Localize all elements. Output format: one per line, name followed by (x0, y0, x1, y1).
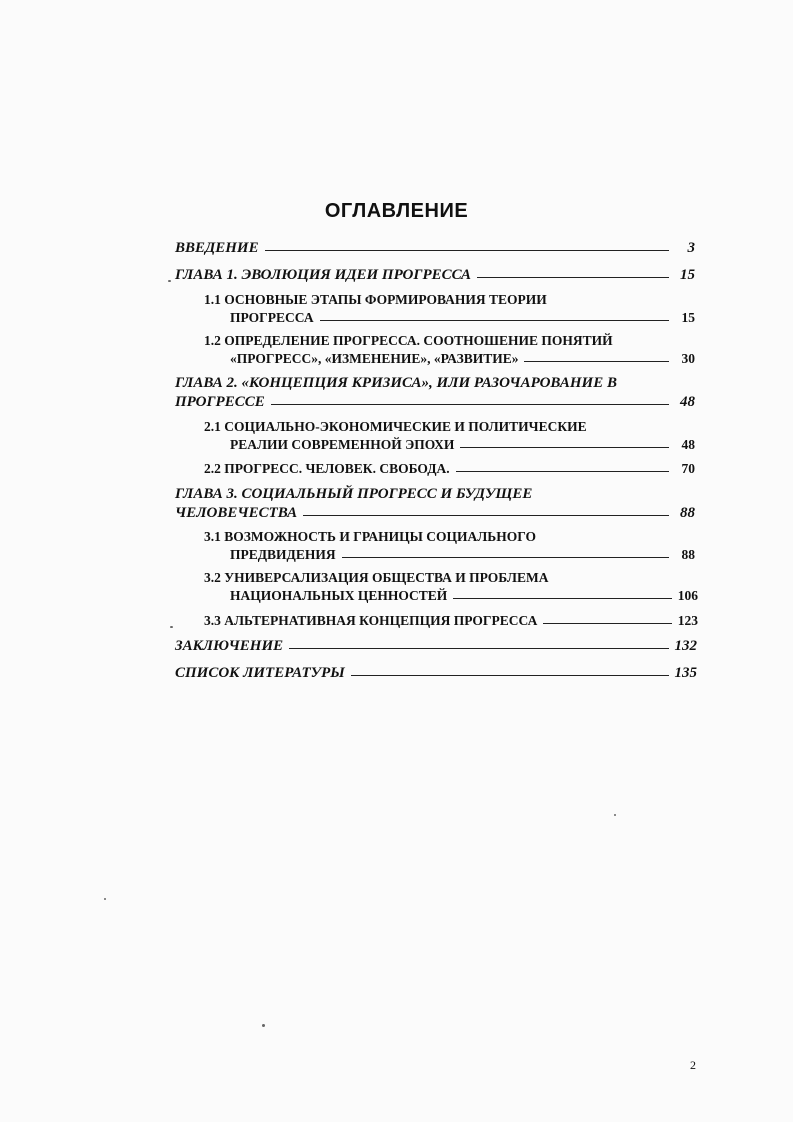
toc-entry-label: 1.2 ОПРЕДЕЛЕНИЕ ПРОГРЕССА. СООТНОШЕНИЕ ПОНЯТИЙ (204, 333, 613, 348)
page-title: ОГЛАВЛЕНИЕ (324, 200, 469, 222)
page-number: 2 (690, 1058, 696, 1072)
dot-leader (351, 675, 669, 676)
toc-entry-bibliography[interactable] (175, 665, 697, 682)
toc-entry-label: 3.3 АЛЬТЕРНАТИВНАЯ КОНЦЕПЦИЯ ПРОГРЕССА (204, 613, 538, 628)
toc-entry-label: 3.1 ВОЗМОЖНОСТЬ И ГРАНИЦЫ СОЦИАЛЬНОГО (204, 529, 536, 544)
toc-entry-label: «ПРОГРЕСС», «ИЗМЕНЕНИЕ», «РАЗВИТИЕ» (230, 351, 519, 366)
scan-speck (614, 814, 616, 816)
toc-entry-label: 2.2 ПРОГРЕСС. ЧЕЛОВЕК. СВОБОДА. (204, 461, 450, 476)
dot-leader (289, 648, 668, 649)
toc-entry-chapter-1[interactable] (175, 267, 695, 284)
scan-speck (262, 1024, 265, 1027)
toc-entry-section-3-2-line1[interactable] (204, 570, 684, 586)
toc-entry-section-2-1-line1[interactable] (204, 419, 684, 435)
dot-leader (342, 557, 669, 558)
dot-leader (477, 277, 669, 278)
scan-speck (170, 626, 173, 628)
toc-entry-page: 30 (681, 351, 695, 366)
toc-entry-page: 88 (681, 547, 695, 562)
toc-entry-section-2-1-line2[interactable] (230, 437, 695, 453)
toc-entry-section-1-1-line1[interactable] (204, 292, 684, 308)
toc-entry-section-3-1-line1[interactable] (204, 529, 684, 545)
dot-leader (453, 598, 671, 599)
toc-entry-label: ГЛАВА 1. ЭВОЛЮЦИЯ ИДЕИ ПРОГРЕССА (175, 267, 472, 283)
toc-entry-label: ЧЕЛОВЕЧЕСТВА (175, 505, 298, 521)
toc-entry-page: 135 (674, 665, 697, 681)
dot-leader (303, 515, 669, 516)
toc-entry-section-3-2-line2[interactable] (230, 588, 698, 604)
toc-entry-page: 48 (681, 437, 695, 452)
toc-entry-intro[interactable] (175, 240, 695, 257)
toc-entry-section-1-2-line1[interactable] (204, 333, 684, 349)
toc-entry-label: ВВЕДЕНИЕ (175, 240, 259, 256)
toc-entry-label: СПИСОК ЛИТЕРАТУРЫ (175, 665, 345, 681)
dot-leader (543, 623, 671, 624)
toc-entry-label: 3.2 УНИВЕРСАЛИЗАЦИЯ ОБЩЕСТВА И ПРОБЛЕМА (204, 570, 549, 585)
toc-entry-page: 132 (674, 638, 697, 654)
toc-entry-chapter-2-line2[interactable] (175, 394, 695, 411)
toc-entry-chapter-3-line1[interactable] (175, 486, 695, 503)
toc-entry-chapter-3-line2[interactable] (175, 505, 695, 522)
toc-entry-chapter-2-line1[interactable] (175, 375, 695, 392)
dot-leader (265, 250, 669, 251)
toc-entry-label: ПРОГРЕССА (230, 310, 314, 325)
toc-entry-page: 15 (680, 267, 695, 283)
dot-leader (456, 471, 669, 472)
toc-entry-section-1-1-line2[interactable] (230, 310, 695, 326)
dot-leader (524, 361, 669, 362)
toc-entry-label: НАЦИОНАЛЬНЫХ ЦЕННОСТЕЙ (230, 588, 448, 603)
toc-entry-label: ГЛАВА 2. «КОНЦЕПЦИЯ КРИЗИСА», ИЛИ РАЗОЧАРОВАНИЕ В (175, 375, 617, 391)
dot-leader (271, 404, 669, 405)
toc-entry-page: 15 (681, 310, 695, 325)
toc-entry-section-3-3[interactable] (204, 613, 698, 629)
toc-entry-section-1-2-line2[interactable] (230, 351, 695, 367)
toc-entry-label: ГЛАВА 3. СОЦИАЛЬНЫЙ ПРОГРЕСС И БУДУЩЕЕ (175, 486, 533, 502)
toc-entry-page: 3 (687, 240, 695, 256)
toc-entry-label: ПРОГРЕССЕ (175, 394, 265, 410)
toc-entry-label: 2.1 СОЦИАЛЬНО-ЭКОНОМИЧЕСКИЕ И ПОЛИТИЧЕСКИЕ (204, 419, 587, 434)
toc-entry-label: 1.1 ОСНОВНЫЕ ЭТАПЫ ФОРМИРОВАНИЯ ТЕОРИИ (204, 292, 547, 307)
dot-leader (320, 320, 669, 321)
toc-entry-page: 106 (677, 588, 698, 603)
toc-entry-section-2-2[interactable] (204, 461, 695, 477)
scan-speck (168, 280, 171, 282)
toc-entry-section-3-1-line2[interactable] (230, 547, 695, 563)
toc-entry-label: ПРЕДВИДЕНИЯ (230, 547, 336, 562)
toc-entry-conclusion[interactable] (175, 638, 697, 655)
toc-entry-label: РЕАЛИИ СОВРЕМЕННОЙ ЭПОХИ (230, 437, 455, 452)
dot-leader (460, 447, 669, 448)
toc-entry-label: ЗАКЛЮЧЕНИЕ (175, 638, 284, 654)
toc-entry-page: 123 (677, 613, 698, 628)
scan-speck (104, 898, 106, 900)
toc-entry-page: 48 (680, 394, 695, 410)
toc-entry-page: 70 (681, 461, 695, 476)
toc-entry-page: 88 (680, 505, 695, 521)
